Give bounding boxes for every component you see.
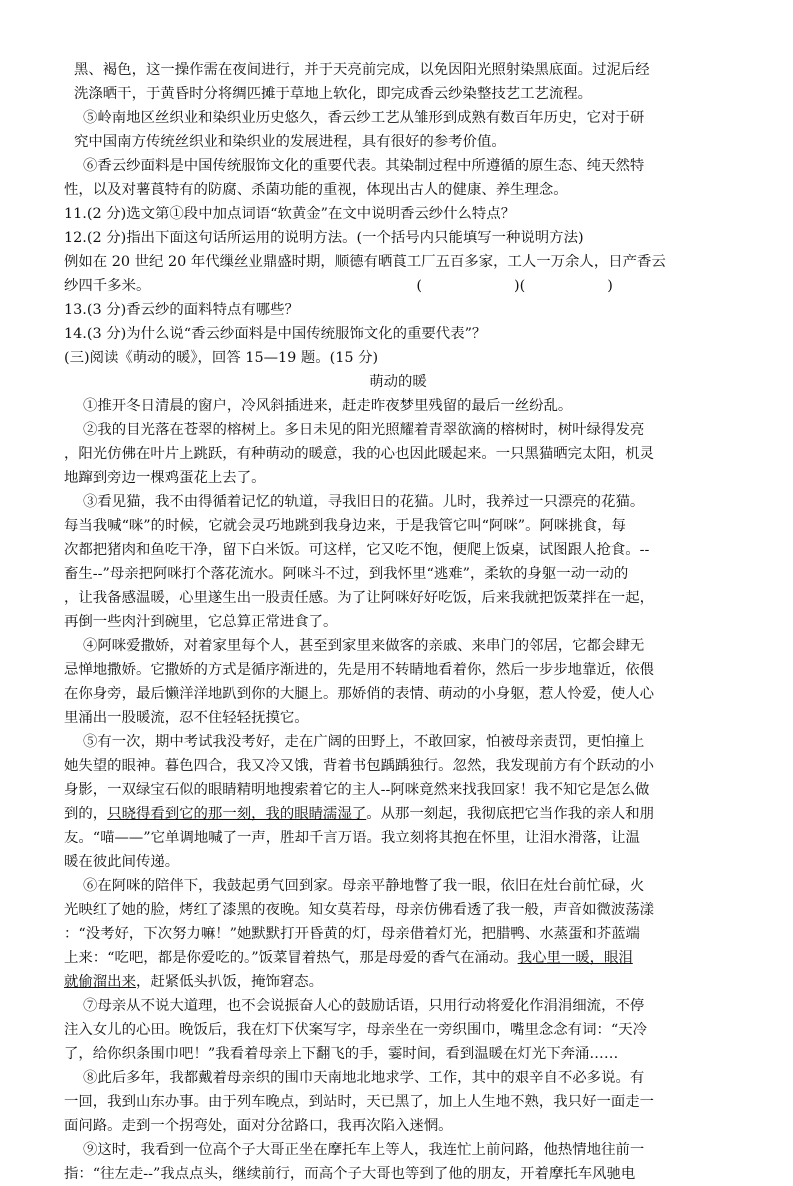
text-line: ⑥香云纱面料是中国传统服饰文化的重要代表。其染制过程中所遵循的原生态、纯天然特 [83, 158, 645, 174]
paragraph-4-line: ④阿咪爱撒娇，对着家里每个人，甚至到家里来做客的亲戚、来串门的邻居，它都会肆无 [83, 638, 645, 654]
text-fragment: 。从那一刻起，我彻底把它当作我的亲人和朋 [366, 806, 655, 822]
paragraph-7-line: 了，给你织条围巾吧！”我看着母亲上下翻飞的手，霎时间，看到温暖在灯光下奔涌…… [64, 1046, 619, 1062]
text-line: 性，以及对薯莨特有的防腐、杀菌功能的重视，体现出古人的健康、养生理念。 [64, 182, 568, 198]
paragraph-4-line: 忌惮地撒娇。它撒娇的方式是循序渐进的，先是用不转睛地看着你，然后一步步地靠近，依偎 [64, 662, 655, 678]
paragraph-2-line: ，阳光仿佛在叶片上跳跃，有种萌动的暖意，我的心也因此暖起来。一只黑猫晒完太阳，机灵 [64, 446, 655, 462]
text-fragment: 上来：“吃吧，都是你爱吃的。”饭菜冒着热气，那是母爱的香气在涌动。 [64, 950, 518, 966]
paragraph-5-line: 友。“喵——”它单调地喊了一声，胜却千言万语。我立刻将其抱在怀里，让泪水滑落，让温 [64, 830, 640, 846]
paragraph-5-line: ⑤有一次，期中考试我没考好，走在广阔的田野上，不敢回家，怕被母亲责罚，更怕撞上 [83, 734, 645, 750]
answer-paren-mid: )( [513, 278, 526, 294]
text-fragment: ，赶紧低头扒饭，掩饰窘态。 [135, 974, 324, 990]
paragraph-8-line: 一回，我到山东办事。由于列车晚点，到站时，天已黑了，加上人生地不熟，我只好一面走一 [64, 1094, 655, 1110]
underlined-sentence: 我心里一暖，眼泪 [517, 950, 633, 966]
text-line: 究中国南方传统丝织业和染织业的发展进程，具有很好的参考价值。 [74, 134, 506, 150]
paragraph-2-line: ②我的目光落在苍翠的榕树上。多日未见的阳光照耀着青翠欲滴的榕树时，树叶绿得发亮 [83, 422, 645, 438]
paragraph-9-line: 指：“往左走--”我点点头，继续前行，而高个子大哥也等到了他的朋友，开着摩托车风驰电 [64, 1166, 636, 1182]
text-fragment: 到的， [64, 806, 108, 822]
paragraph-8-line: 面问路。走到一个拐弯处，面对分岔路口，我再次陷入迷惘。 [64, 1118, 453, 1134]
answer-paren-close: ) [607, 278, 613, 294]
paragraph-5-line [64, 802, 732, 826]
paragraph-6-line [64, 946, 732, 970]
paragraph-1: ①推开冬日清晨的窗户，冷风斜插进来，赶走昨夜梦里残留的最后一丝纷乱。 [83, 398, 573, 414]
paragraph-6-line: 光映红了她的脸，烤红了漆黑的夜晚。知女莫若母，母亲仿佛看透了我一般，声音如微波荡漾 [64, 902, 655, 918]
text-line: ⑤岭南地区丝织业和染织业历史悠久，香云纱工艺从雏形到成熟有数百年历史，它对于研 [83, 110, 645, 126]
paragraph-3-line: 畜生--”母亲把阿咪打个落花流水。阿咪斗不过，到我怀里“逃难”，柔软的身躯一动一动的 [64, 566, 629, 582]
document-page [64, 58, 732, 1186]
paragraph-8-line: ⑧此后多年，我都戴着母亲织的围巾天南地北地求学、工作，其中的艰辛自不必多说。有 [83, 1070, 645, 1086]
paragraph-6-line [64, 970, 732, 994]
essay-title: 萌动的暖 [369, 374, 427, 390]
question-13: 13.(3 分)香云纱的面料特点有哪些？ [64, 302, 299, 318]
paragraph-5-line: 身影，一双绿宝石似的眼睛精明地搜索着它的主人--阿咪竟然来找我回家！我不知它是怎么做 [64, 782, 650, 798]
question-12-example-end [64, 274, 732, 298]
question-14: 14.(3 分)为什么说“香云纱面料是中国传统服饰文化的重要代表”？ [64, 326, 487, 342]
underlined-sentence: 就偷溜出来 [64, 974, 136, 990]
paragraph-6-line: ：“没考好，下次努力嘛！”她默默打开昏黄的灯，母亲借着灯光，把腊鸭、水蒸蛋和芥蓝端 [64, 926, 640, 942]
question-12: 12.(2 分)指出下面这句话所运用的说明方法。(一个括号内只能填写一种说明方法) [64, 230, 584, 246]
paragraph-5-line: 暖在彼此间传递。 [64, 854, 180, 870]
paragraph-3-line: 再倒一些肉汁到碗里，它总算正常进食了。 [64, 614, 338, 630]
paragraph-3-line: ③看见猫，我不由得循着记忆的轨道，寻我旧日的花猫。儿时，我养过一只漂亮的花猫。 [83, 494, 645, 510]
paragraph-7-line: 注入女儿的心田。晚饭后，我在灯下伏案写字，母亲坐在一旁织围巾，嘴里念念有词：“天冷 [64, 1022, 647, 1038]
paragraph-4-line: 在你身旁，最后懒洋洋地趴到你的大腿上。那娇俏的表情、萌动的小身躯，惹人怜爱，使人心 [64, 686, 655, 702]
paragraph-3-line: 每当我喊“咪”的时候，它就会灵巧地跳到我身边来，于是我管它叫“阿咪”。阿咪挑食，每 [64, 518, 626, 534]
paragraph-5-line: 她失望的眼神。暮色四合，我又冷又饿，背着书包踽踽独行。忽然，我发现前方有个跃动的小 [64, 758, 655, 774]
text-fragment: 纱四千多米。 [64, 278, 151, 294]
paragraph-9-line: ⑨这时，我看到一位高个子大哥正坐在摩托车上等人，我连忙上前问路，他热情地往前一 [83, 1142, 645, 1158]
text-line: 洗涤晒干，于黄昏时分将绸匹摊于草地上软化，即完成香云纱染整技艺工艺流程。 [74, 86, 593, 102]
question-12-example: 例如在 20 世纪 20 年代缫丝业鼎盛时期，顺德有晒莨工厂五百多家，工人一万余人，日产香云 [64, 254, 666, 270]
question-11: 11.(2 分)选文第①段中加点词语“软黄金”在文中说明香云纱什么特点？ [64, 206, 516, 222]
paragraph-7-line: ⑦母亲从不说大道理，也不会说振奋人心的鼓励话语，只用行动将爱化作涓涓细流，不停 [83, 998, 645, 1014]
text-line: 黑、褐色，这一操作需在夜间进行，并于天亮前完成，以免因阳光照射染黑底面。过泥后经 [74, 62, 650, 78]
paragraph-6-line: ⑥在阿咪的陪伴下，我鼓起勇气回到家。母亲平静地瞥了我一眼，依旧在灶台前忙碌，火 [83, 878, 645, 894]
paragraph-2-line: 地蹿到旁边一棵鸡蛋花上去了。 [64, 470, 266, 486]
paragraph-3-line: 次都把猪肉和鱼吃干净，留下白米饭。可这样，它又吃不饱，便爬上饭桌，试图跟人抢食。-- [64, 542, 650, 558]
answer-paren-open: ( [416, 278, 422, 294]
underlined-sentence: 只晓得看到它的那一刻，我的眼睛濡湿了 [107, 806, 367, 822]
paragraph-4-line: 里涌出一股暖流，忍不住轻轻抚摸它。 [64, 710, 309, 726]
paragraph-3-line: ，让我备感温暖，心里遂生出一股责任感。为了让阿咪好好吃饭，后来我就把饭菜拌在一起， [64, 590, 655, 606]
section-3-heading: (三)阅读《萌动的暖》，回答 15—19 题。(15 分) [64, 350, 379, 366]
